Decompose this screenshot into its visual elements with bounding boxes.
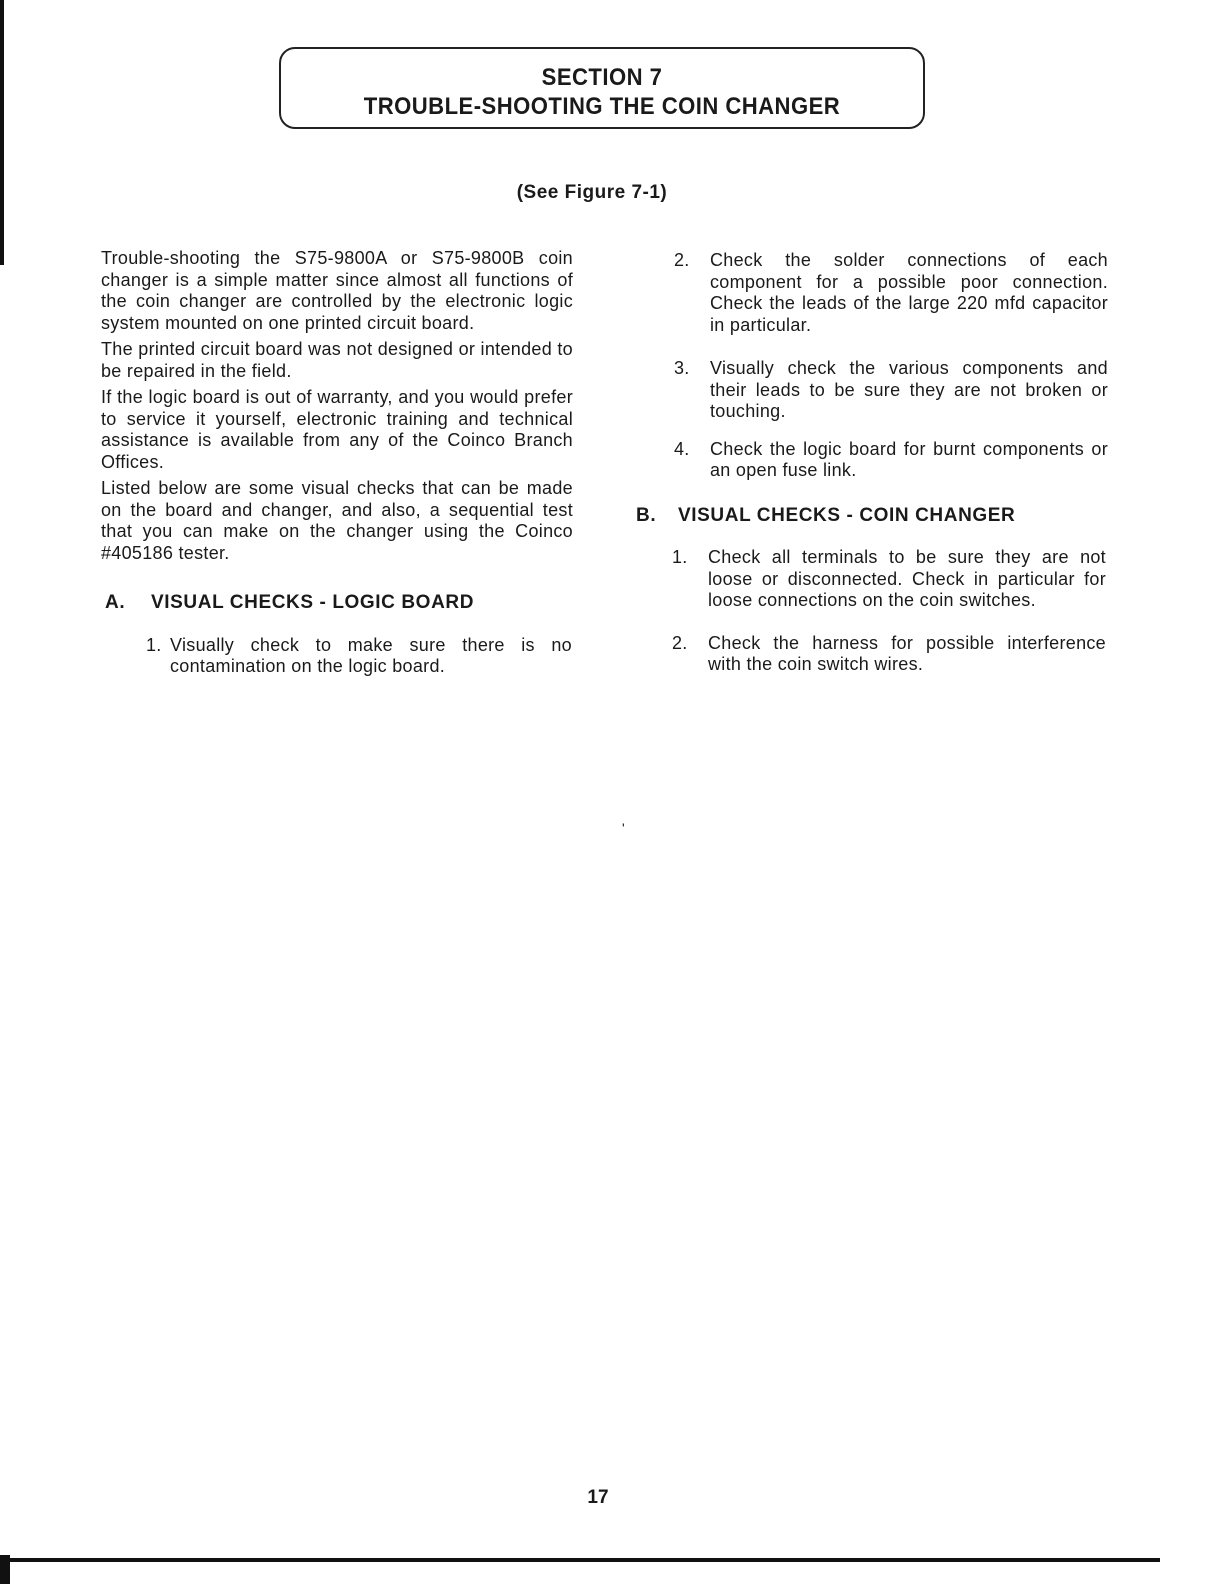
list-item <box>636 547 1110 612</box>
item-text: Check all terminals to be sure they are not loose or disconnected. Check in particular for loose connections on the coin switches. <box>708 547 1106 610</box>
stray-mark: ʹ <box>622 820 625 836</box>
bottom-rule-cap <box>0 1555 10 1584</box>
right-column <box>636 250 1110 676</box>
item-number: 1. <box>672 547 688 567</box>
section-b-letter: B. <box>636 504 657 526</box>
list-item <box>636 439 1110 482</box>
item-number: 2. <box>674 250 690 270</box>
figure-reference: (See Figure 7-1) <box>516 182 668 203</box>
section-b-title: VISUAL CHECKS - COIN CHANGER <box>678 504 1016 526</box>
item-number: 3. <box>674 358 690 378</box>
item-text: Visually check the various components and their leads to be sure they are not broken or touching. <box>710 358 1108 421</box>
intro-paragraph-2: The printed circuit board was not designed or intended to be repaired in the field. <box>101 339 573 381</box>
section-a-title: VISUAL CHECKS - LOGIC BOARD <box>151 592 475 613</box>
intro-paragraph-1: Trouble-shooting the S75-9800A or S75-9800B coin changer is a simple matter since almost all functions of the coin changer are controlled by the electronic logic system mounted on one printed circuit board. <box>101 248 573 333</box>
section-title: TROUBLE-SHOOTING THE COIN CHANGER <box>363 93 841 120</box>
section-title-box <box>279 47 925 129</box>
section-a-heading <box>105 592 573 614</box>
item-text: Visually check to make sure there is no contamination on the logic board. <box>170 634 572 676</box>
list-item <box>636 633 1110 676</box>
item-number: 4. <box>674 438 690 459</box>
intro-paragraph-4: Listed below are some visual checks that can be made on the board and changer, and also, a sequential test that you can make on the changer using the Coinco #405186 tester. <box>101 478 573 563</box>
list-item <box>146 635 573 678</box>
section-number: SECTION 7 <box>541 64 663 91</box>
bottom-rule <box>0 1558 1160 1562</box>
item-text: Check the logic board for burnt components or an open fuse link. <box>710 438 1108 480</box>
left-column <box>101 248 573 678</box>
item-number: 1. <box>146 634 162 655</box>
section-a-letter: A. <box>105 592 126 613</box>
item-text: Check the solder connections of each component for a possible poor connection. Check the leads of the large 220 mfd capacitor in particular. <box>710 250 1108 335</box>
section-b-heading <box>636 505 1110 527</box>
page-edge-bar <box>0 0 4 265</box>
item-text: Check the harness for possible interference with the coin switch wires. <box>708 632 1106 674</box>
intro-paragraph-3: If the logic board is out of warranty, and you would prefer to service it yourself, electronic training and technical assistance is available from any of the Coinco Branch Offices. <box>101 387 573 472</box>
list-item <box>636 358 1110 423</box>
list-item <box>636 250 1110 336</box>
page-number: 17 <box>587 1487 609 1508</box>
item-number: 2. <box>672 632 688 653</box>
